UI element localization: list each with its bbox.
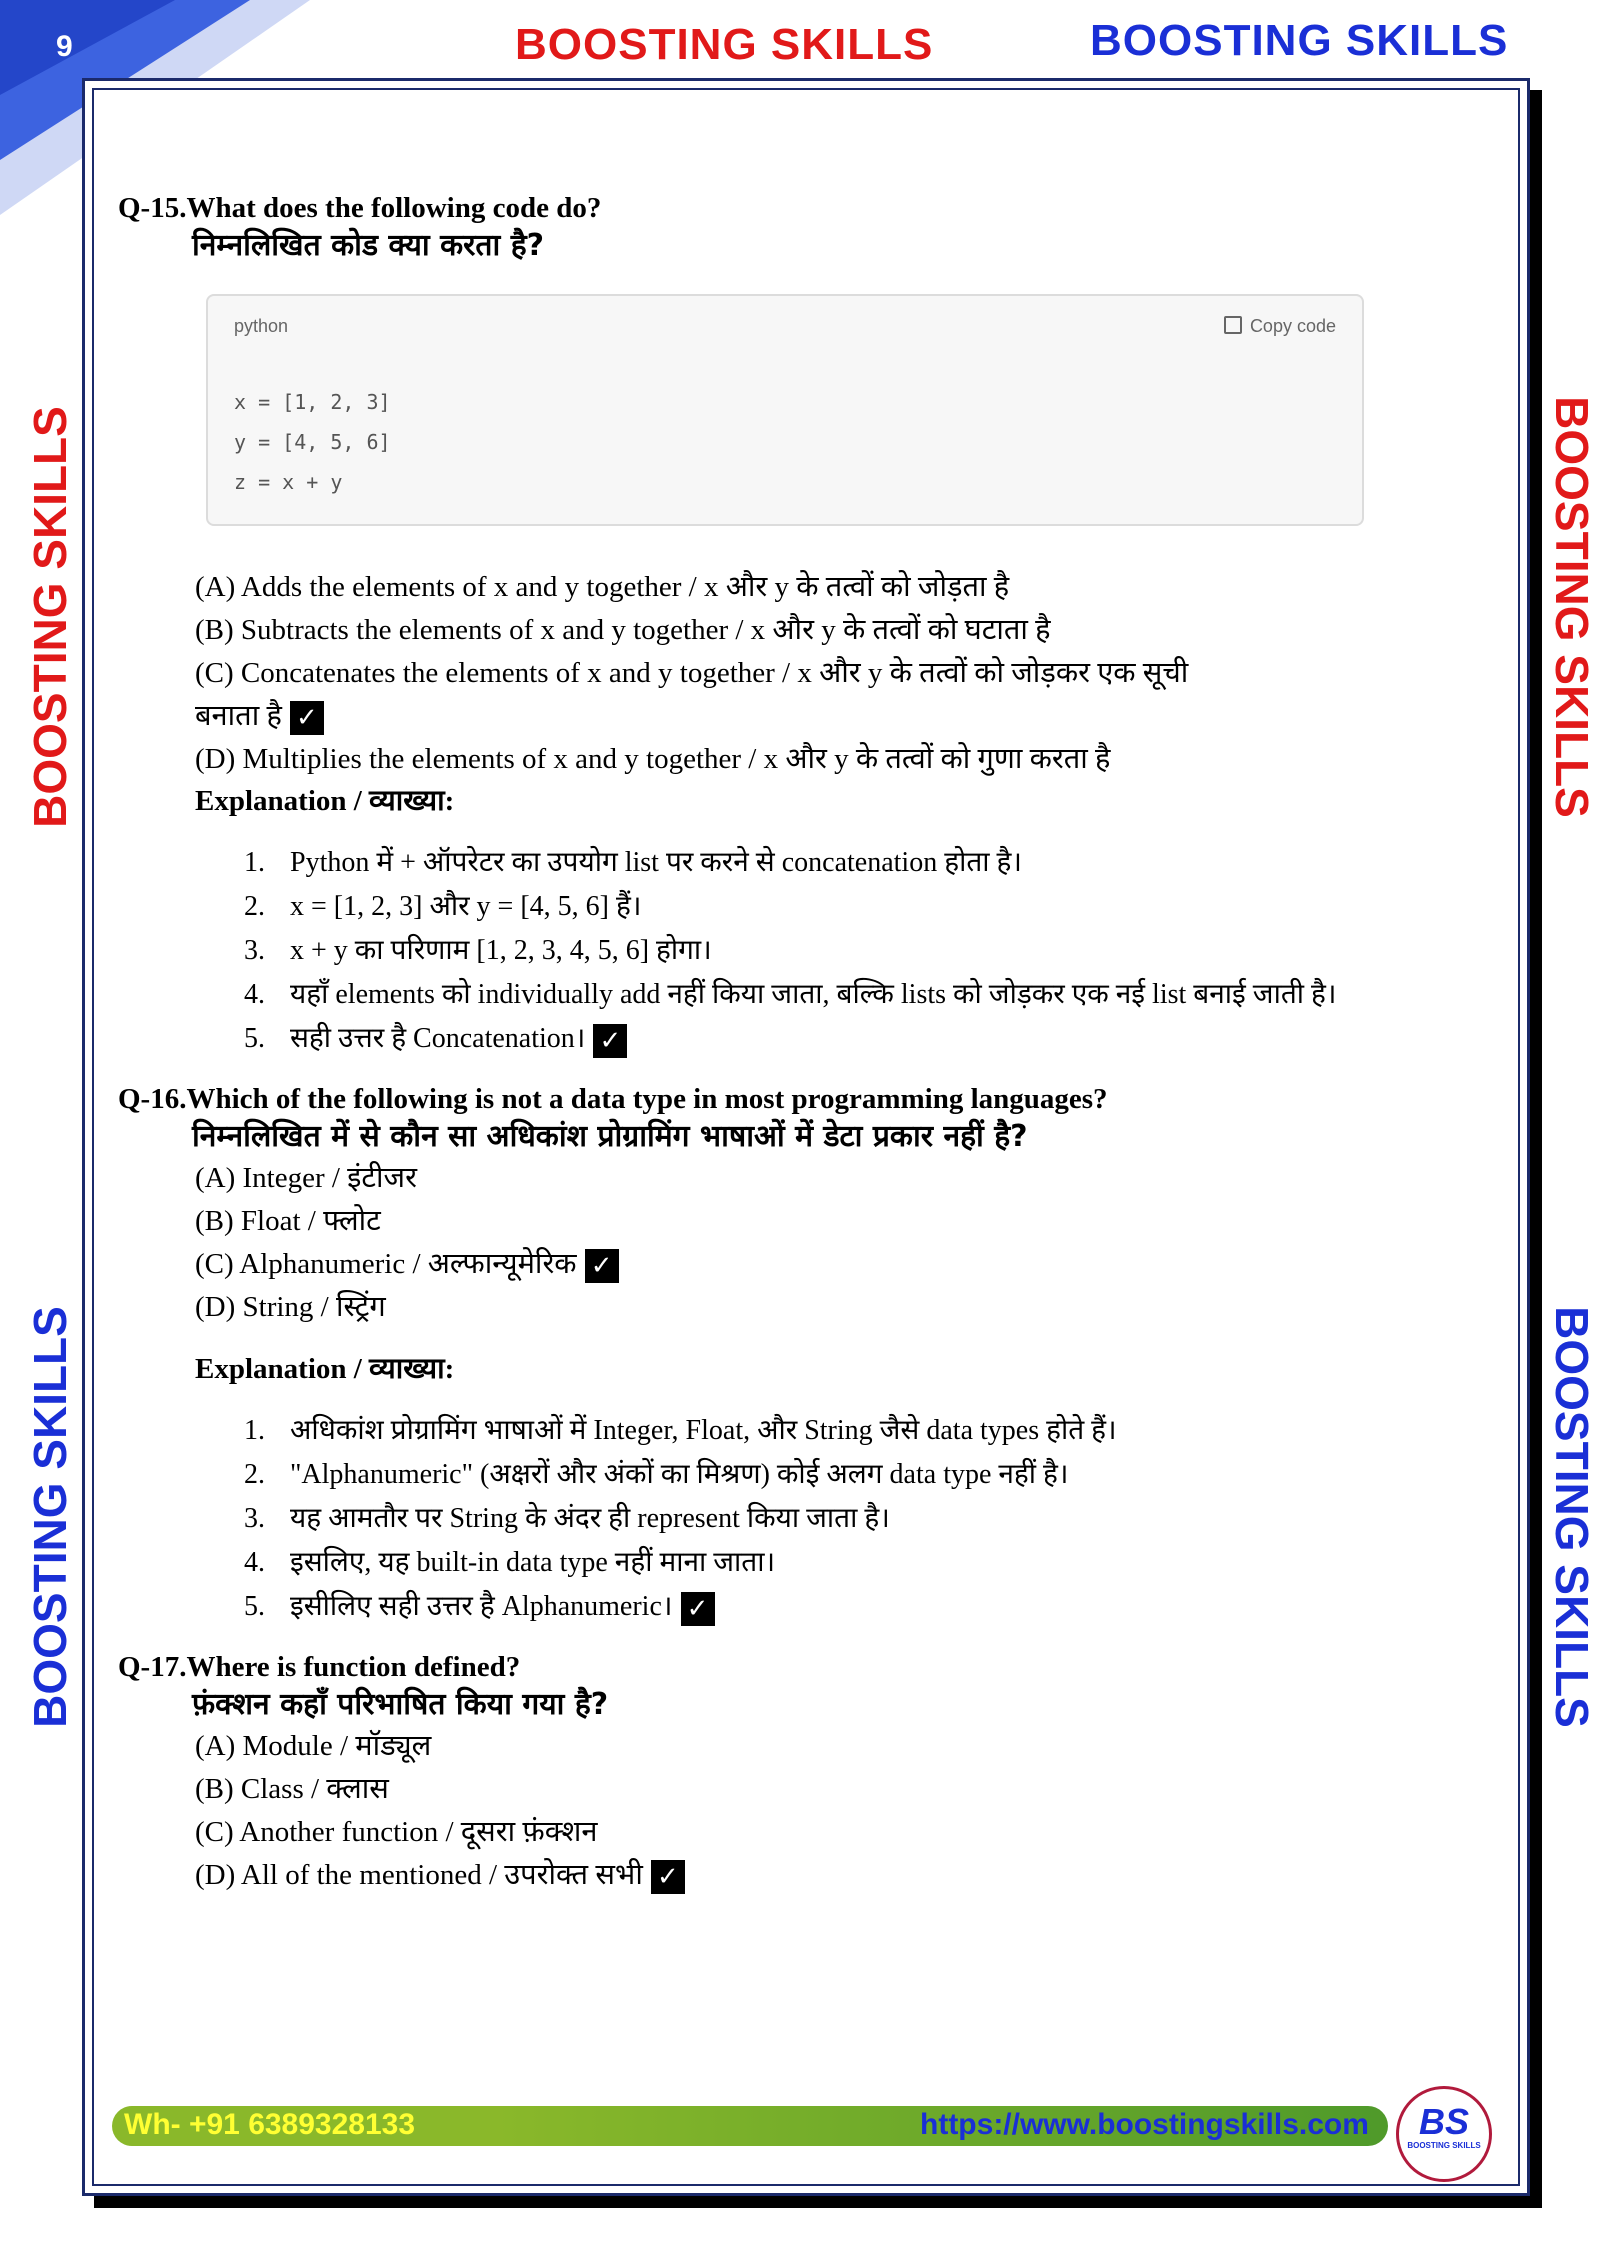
copy-code-label: Copy code bbox=[1249, 316, 1336, 336]
header-title-right: BOOSTING SKILLS bbox=[1090, 16, 1509, 65]
explanation-item: 3. यह आमतौर पर String के अंदर ही represent किया जाता है। bbox=[244, 1503, 890, 1534]
question-title-hindi: निम्नलिखित कोड क्या करता है? bbox=[192, 228, 545, 263]
option-d-text: (D) All of the mentioned / उपरोक्त सभी bbox=[195, 1859, 643, 1891]
option-b: (B) Subtracts the elements of x and y together / x और y के तत्वों को घटाता है bbox=[195, 614, 1051, 646]
copy-code-button[interactable] bbox=[1224, 316, 1336, 337]
explanation-item: 2. x = [1, 2, 3] और y = [4, 5, 6] हैं। bbox=[244, 891, 642, 922]
explanation-item: 4. यहाँ elements को individually add नहीं किया जाता, बल्कि lists को जोड़कर एक नई list बनाई जाती है। bbox=[244, 979, 1337, 1010]
option-c-tail: बनाता है bbox=[195, 700, 282, 732]
explanation-text: इसलिए, यह built-in data type नहीं माना जाता। bbox=[290, 1547, 776, 1578]
question-title: Q-16.Which of the following is not a data type in most programming languages? bbox=[118, 1083, 1108, 1115]
explanation-text: यहाँ elements को individually add नहीं किया जाता, बल्कि lists को जोड़कर एक नई list बनाई जाती है। bbox=[290, 979, 1337, 1010]
question-16 bbox=[118, 1081, 1418, 1629]
page-number: 9 bbox=[56, 30, 73, 63]
option-d: (D) String / स्ट्रिंग bbox=[195, 1291, 386, 1323]
side-label-left-bottom: BOOSTING SKILLS bbox=[24, 1306, 76, 1728]
check-box-icon: ✓ bbox=[585, 1249, 619, 1283]
explanation-text: सही उत्तर है Concatenation। bbox=[290, 1023, 586, 1054]
explanation-text: Python में + ऑपरेटर का उपयोग list पर करने से concatenation होता है। bbox=[290, 847, 1023, 878]
option-d bbox=[118, 1854, 1418, 1897]
check-box-icon: ✓ bbox=[593, 1024, 627, 1058]
copy-icon bbox=[1224, 316, 1242, 334]
option-a: (A) Module / मॉड्यूल bbox=[195, 1730, 432, 1762]
question-title: Q-17.Where is function defined? bbox=[118, 1651, 521, 1683]
explanation-item: 4. इसलिए, यह built-in data type नहीं माना जाता। bbox=[244, 1547, 776, 1578]
check-box-icon: ✓ bbox=[290, 701, 324, 735]
logo-text: BS bbox=[1418, 2101, 1469, 2142]
footer-whatsapp[interactable]: Wh- +91 6389328133 bbox=[124, 2108, 416, 2141]
side-label-right-top: BOOSTING SKILLS bbox=[1546, 396, 1598, 818]
explanation-heading: Explanation / व्याख्या: bbox=[195, 1353, 455, 1385]
option-b: (B) Class / क्लास bbox=[195, 1773, 389, 1805]
explanation-item: 5. सही उत्तर है Concatenation। ✓ bbox=[118, 1017, 1418, 1061]
explanation-text: x + y का परिणाम [1, 2, 3, 4, 5, 6] होगा। bbox=[290, 935, 712, 966]
explanation-text: अधिकांश प्रोग्रामिंग भाषाओं में Integer, Float, और String जैसे data types होते हैं। bbox=[290, 1415, 1117, 1446]
explanation-item: 1. Python में + ऑपरेटर का उपयोग list पर करने से concatenation होता है। bbox=[244, 847, 1023, 878]
explanation-item: 3. x + y का परिणाम [1, 2, 3, 4, 5, 6] होगा। bbox=[244, 935, 712, 966]
code-lines bbox=[234, 382, 391, 502]
explanation-list bbox=[118, 1409, 1418, 1629]
explanation-list bbox=[118, 841, 1418, 1061]
code-block bbox=[206, 294, 1364, 526]
question-title-hindi: फ़ंक्शन कहाँ परिभाषित किया गया है? bbox=[192, 1687, 609, 1722]
code-language: python bbox=[234, 316, 289, 336]
explanation-text: x = [1, 2, 3] और y = [4, 5, 6] हैं। bbox=[290, 891, 642, 922]
code-line: z = x + y bbox=[234, 470, 343, 494]
code-line: y = [4, 5, 6] bbox=[234, 430, 391, 454]
explanation-heading: Explanation / व्याख्या: bbox=[195, 785, 455, 817]
explanation-text: "Alphanumeric" (अक्षरों और अंकों का मिश्रण) कोई अलग data type नहीं है। bbox=[290, 1459, 1069, 1490]
question-title: Q-15.What does the following code do? bbox=[118, 192, 602, 224]
explanation-text: यह आमतौर पर String के अंदर ही represent किया जाता है। bbox=[290, 1503, 890, 1534]
question-title-hindi: निम्नलिखित में से कौन सा अधिकांश प्रोग्रामिंग भाषाओं में डेटा प्रकार नहीं है? bbox=[192, 1119, 1028, 1154]
header-title-center: BOOSTING SKILLS bbox=[515, 20, 934, 69]
footer-website-link[interactable]: https://www.boostingskills.com bbox=[920, 2108, 1369, 2141]
option-d: (D) Multiplies the elements of x and y together / x और y के तत्वों को गुणा करता है bbox=[195, 743, 1111, 775]
option-c: (C) Concatenates the elements of x and y together / x और y के तत्वों को जोड़कर एक सूची bbox=[195, 657, 1189, 689]
side-label-right-bottom: BOOSTING SKILLS bbox=[1546, 1306, 1598, 1728]
explanation-text: इसीलिए सही उत्तर है Alphanumeric। bbox=[290, 1591, 673, 1622]
option-b: (B) Float / फ्लोट bbox=[195, 1205, 381, 1237]
option-c-continued bbox=[118, 695, 1418, 738]
code-line: x = [1, 2, 3] bbox=[234, 390, 391, 414]
brand-logo bbox=[1396, 2086, 1492, 2182]
check-box-icon: ✓ bbox=[651, 1860, 685, 1894]
side-label-left-top: BOOSTING SKILLS bbox=[24, 406, 76, 828]
option-c bbox=[118, 1243, 1418, 1286]
explanation-item: 2. "Alphanumeric" (अक्षरों और अंकों का मिश्रण) कोई अलग data type नहीं है। bbox=[244, 1459, 1069, 1490]
explanation-item: 5. इसीलिए सही उत्तर है Alphanumeric। ✓ bbox=[118, 1585, 1418, 1629]
check-box-icon: ✓ bbox=[681, 1592, 715, 1626]
option-a: (A) Adds the elements of x and y together / x और y के तत्वों को जोड़ता है bbox=[195, 571, 1010, 603]
option-c-text: (C) Alphanumeric / अल्फान्यूमेरिक bbox=[195, 1248, 577, 1280]
question-17 bbox=[118, 1649, 1418, 1897]
logo-subtext: BOOSTING SKILLS bbox=[1407, 2141, 1481, 2150]
explanation-item: 1. अधिकांश प्रोग्रामिंग भाषाओं में Integer, Float, और String जैसे data types होते हैं। bbox=[244, 1415, 1117, 1446]
page-content bbox=[118, 190, 1418, 1897]
option-a: (A) Integer / इंटीजर bbox=[195, 1162, 417, 1194]
question-15 bbox=[118, 190, 1418, 1061]
option-c: (C) Another function / दूसरा फ़ंक्शन bbox=[195, 1816, 598, 1848]
